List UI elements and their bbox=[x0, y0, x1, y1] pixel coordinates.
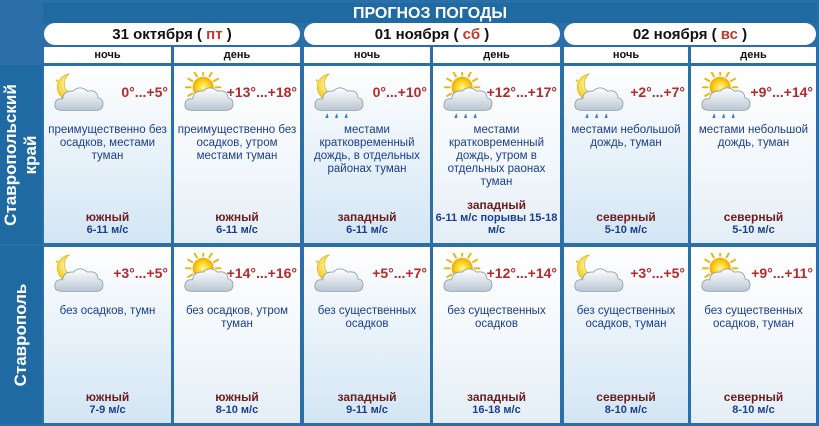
date-header-1 bbox=[44, 23, 300, 45]
date-header-3 bbox=[564, 23, 816, 45]
temperature-range: +3°...+5° bbox=[113, 265, 168, 281]
wind-info bbox=[566, 211, 686, 236]
weather-description: без существенных осадков, туман bbox=[576, 305, 676, 330]
region-label-krai bbox=[0, 65, 42, 244]
wind-direction: южный bbox=[85, 390, 130, 404]
region-label-city bbox=[0, 246, 42, 424]
wind-speed: 6-11 м/с порывы 15-18 м/с bbox=[435, 212, 558, 236]
wind-direction: южный bbox=[215, 390, 259, 404]
moon-cloud-icon bbox=[568, 253, 626, 299]
weather-description: без осадков, утром туман bbox=[185, 305, 289, 330]
temperature-range: +3°...+5° bbox=[630, 265, 685, 281]
wind-info bbox=[176, 391, 298, 416]
period-day-1: день bbox=[174, 47, 300, 63]
wind-speed: 7-9 м/с bbox=[89, 404, 126, 416]
temperature-range: +5°...+7° bbox=[372, 265, 427, 281]
wind-speed: 8-10 м/с bbox=[604, 404, 648, 416]
wind-direction: западный bbox=[337, 210, 397, 224]
forecast-cell bbox=[304, 66, 430, 243]
wind-speed: 9-11 м/с bbox=[346, 404, 388, 416]
wind-speed: 16-18 м/с bbox=[472, 404, 521, 416]
weather-description: местами кратковременный дождь, в отдельных районах туман bbox=[314, 124, 420, 175]
moon-cloud-rain-icon bbox=[568, 72, 626, 118]
wind-speed: 6-11 м/с bbox=[216, 224, 258, 236]
wind-info bbox=[693, 211, 814, 236]
forecast-cell bbox=[564, 247, 688, 423]
wind-speed: 6-11 м/с bbox=[346, 224, 388, 236]
date-label: 31 октября ( bbox=[112, 26, 202, 43]
day-of-week: пт bbox=[206, 26, 223, 43]
weather-description: местами небольшой дождь, туман bbox=[571, 124, 681, 149]
moon-cloud-icon bbox=[308, 253, 366, 299]
wind-speed: 8-10 м/с bbox=[215, 404, 259, 416]
forecast-cell bbox=[433, 66, 560, 243]
forecast-cell bbox=[564, 66, 688, 243]
temperature-range: +12°...+14° bbox=[486, 265, 557, 281]
page-title: ПРОГНОЗ ПОГОДЫ bbox=[43, 3, 817, 23]
period-night-3: ночь bbox=[564, 47, 688, 63]
temperature-range: +14°...+16° bbox=[226, 265, 297, 281]
wind-info bbox=[435, 391, 558, 416]
wind-speed: 8-10 м/с bbox=[732, 404, 775, 416]
weather-description: преимущественно без осадков, утром местами туман bbox=[177, 124, 297, 162]
wind-direction: северный bbox=[596, 210, 656, 224]
wind-speed: 6-11 м/с bbox=[86, 224, 129, 236]
wind-info bbox=[306, 391, 428, 416]
day-of-week: вс bbox=[720, 26, 738, 43]
date-bracket: ) bbox=[226, 26, 232, 43]
sun-cloud-icon bbox=[695, 253, 753, 299]
date-label: 02 ноября ( bbox=[632, 26, 717, 43]
date-bracket: ) bbox=[484, 26, 490, 43]
wind-info bbox=[693, 391, 814, 416]
temperature-range: 0°...+10° bbox=[372, 84, 427, 100]
wind-speed: 5-10 м/с bbox=[732, 224, 775, 236]
date-header-2 bbox=[304, 23, 560, 45]
forecast-cell bbox=[691, 66, 816, 243]
forecast-cell bbox=[44, 66, 171, 243]
weather-description: без существенных осадков bbox=[317, 305, 417, 330]
sun-cloud-rain-icon bbox=[695, 72, 753, 118]
date-label: 01 ноября ( bbox=[374, 26, 459, 43]
forecast-cell bbox=[174, 66, 300, 243]
period-day-3: день bbox=[691, 47, 816, 63]
weather-description: местами небольшой дождь, туман bbox=[698, 124, 809, 149]
region-name: Ставрополь bbox=[11, 283, 30, 387]
period-night-2: ночь bbox=[304, 47, 430, 63]
wind-direction: южный bbox=[215, 210, 259, 224]
weather-description: преимущественно без осадков, местами туман bbox=[48, 124, 167, 162]
region-name: Ставропольский край bbox=[1, 83, 40, 226]
wind-direction: южный bbox=[85, 210, 130, 224]
forecast-cell bbox=[44, 247, 171, 423]
weather-description: без существенных осадков, туман bbox=[704, 305, 803, 330]
weather-description: без осадков, тумн bbox=[59, 305, 156, 317]
wind-info bbox=[46, 391, 169, 416]
temperature-range: +9°...+11° bbox=[751, 265, 813, 281]
wind-direction: северный bbox=[723, 390, 784, 404]
date-bracket: ) bbox=[742, 26, 748, 43]
wind-direction: западный bbox=[337, 390, 397, 404]
wind-info bbox=[176, 211, 298, 236]
period-night-1: ночь bbox=[44, 47, 171, 63]
temperature-range: +12°...+17° bbox=[486, 84, 557, 100]
wind-speed: 5-10 м/с bbox=[604, 224, 648, 236]
moon-cloud-icon bbox=[48, 72, 106, 118]
weather-description: местами кратковременный дождь, утром в отдельных раонах туман bbox=[447, 124, 546, 188]
period-day-2: день bbox=[433, 47, 560, 63]
wind-info bbox=[435, 199, 558, 236]
wind-info bbox=[306, 211, 428, 236]
weather-description: без существенных осадков bbox=[447, 305, 546, 330]
forecast-cell bbox=[691, 247, 816, 423]
temperature-range: +13°...+18° bbox=[226, 84, 297, 100]
wind-direction: северный bbox=[596, 390, 656, 404]
wind-direction: северный bbox=[723, 210, 784, 224]
wind-info bbox=[46, 211, 169, 236]
wind-direction: западный bbox=[467, 198, 526, 212]
forecast-cell bbox=[174, 247, 300, 423]
forecast-cell bbox=[304, 247, 430, 423]
day-of-week: сб bbox=[462, 26, 481, 43]
wind-direction: западный bbox=[467, 390, 526, 404]
temperature-range: +9°...+14° bbox=[750, 84, 813, 100]
wind-info bbox=[566, 391, 686, 416]
moon-cloud-rain-icon bbox=[308, 72, 366, 118]
temperature-range: 0°...+5° bbox=[121, 84, 168, 100]
moon-cloud-icon bbox=[48, 253, 106, 299]
forecast-cell bbox=[433, 247, 560, 423]
temperature-range: +2°...+7° bbox=[630, 84, 685, 100]
